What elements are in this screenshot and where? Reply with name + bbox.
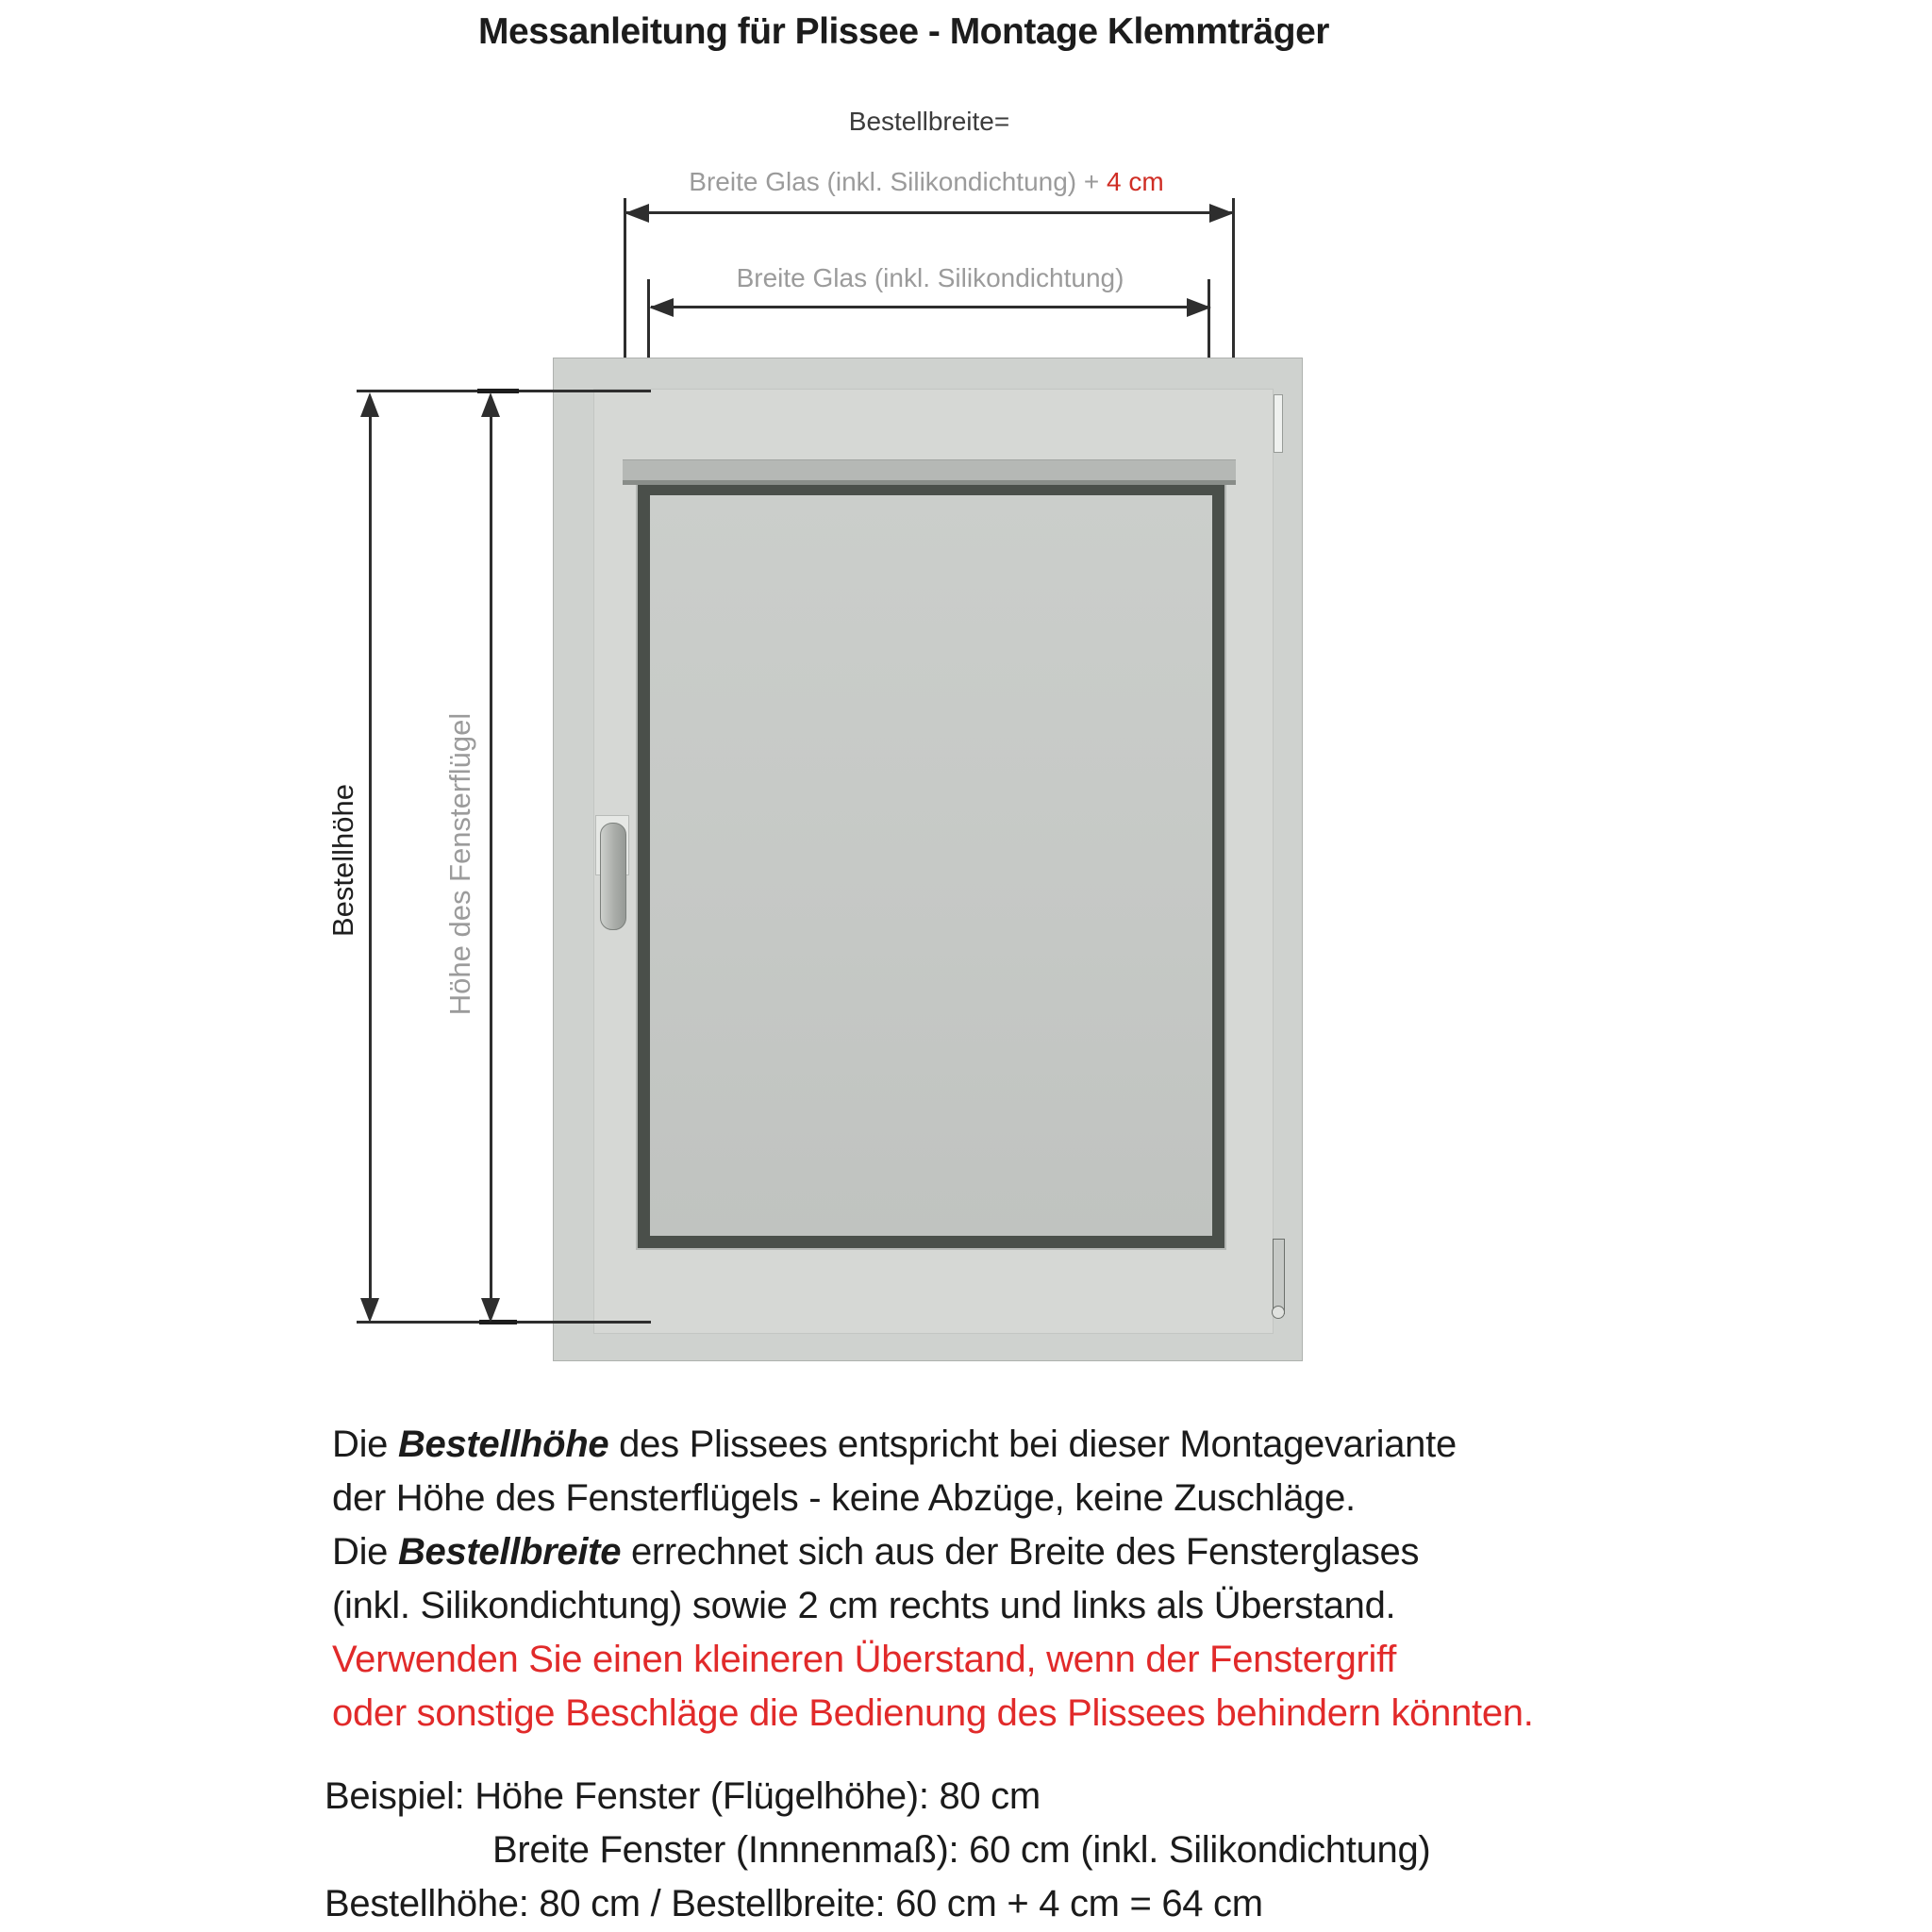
page-title: Messanleitung für Plissee - Montage Klemmträger bbox=[478, 11, 1329, 52]
width-outer-label bbox=[0, 167, 1853, 197]
dim-wing-height-line bbox=[490, 413, 492, 1300]
plissee-top-rail bbox=[623, 459, 1236, 485]
description-paragraph bbox=[332, 1418, 1534, 1740]
description-line-3-bold: Bestellbreite bbox=[397, 1531, 622, 1573]
dim-order-height-line bbox=[369, 413, 372, 1300]
dim-width-outer-arrow-right bbox=[1209, 204, 1234, 223]
dim-wing-height-arrow-top bbox=[481, 392, 500, 417]
example-line-3: Bestellhöhe: 80 cm / Bestellbreite: 60 cm + 4 cm = 64 cm bbox=[325, 1883, 1263, 1924]
width-outer-label-extra: 4 cm bbox=[1107, 167, 1164, 196]
example-line-2: Breite Fenster (Innnenmaß): 60 cm (inkl. Silikondichtung) bbox=[492, 1829, 1431, 1871]
window-hinge-bottom bbox=[1273, 1239, 1285, 1314]
description-line-1 bbox=[332, 1418, 1534, 1472]
description-line-1-bold: Bestellhöhe bbox=[397, 1424, 609, 1465]
dim-wing-height-arrow-bottom bbox=[481, 1298, 500, 1323]
width-inner-label: Breite Glas (inkl. Silikondichtung) bbox=[736, 263, 1124, 292]
dim-order-height-arrow-bottom bbox=[360, 1298, 379, 1323]
wing-height-label: Höhe des Fensterflügel bbox=[443, 712, 476, 1016]
example-block bbox=[325, 1770, 1430, 1931]
description-line-1-pre: Die bbox=[332, 1424, 398, 1465]
window-hinge-top bbox=[1274, 394, 1283, 453]
window-hinge-bottom-cap bbox=[1272, 1306, 1285, 1319]
dim-width-outer-line bbox=[626, 211, 1232, 214]
description-line-3-pre: Die bbox=[332, 1531, 398, 1573]
description-line-3 bbox=[332, 1525, 1534, 1579]
description-line-2: der Höhe des Fensterflügels - keine Abzüge, keine Zuschläge. bbox=[332, 1477, 1356, 1519]
dim-order-height-arrow-top bbox=[360, 392, 379, 417]
description-line-3-post: errechnet sich aus der Breite des Fensterglases bbox=[621, 1531, 1420, 1573]
warning-line-2: oder sonstige Beschläge die Bedienung des Plissees behindern könnten. bbox=[332, 1692, 1534, 1734]
order-height-label: Bestellhöhe bbox=[326, 783, 359, 938]
dim-width-inner-line bbox=[651, 306, 1209, 308]
window-glass bbox=[638, 483, 1224, 1248]
dim-width-outer-arrow-left bbox=[625, 204, 649, 223]
dim-width-inner-arrow-left bbox=[649, 298, 674, 317]
example-line-1: Beispiel: Höhe Fenster (Flügelhöhe): 80 cm bbox=[325, 1775, 1041, 1817]
order-width-label: Bestellbreite= bbox=[848, 107, 1010, 136]
description-line-4: (inkl. Silikondichtung) sowie 2 cm rechts und links als Überstand. bbox=[332, 1585, 1396, 1626]
warning-line-1: Verwenden Sie einen kleineren Überstand, wenn der Fenstergriff bbox=[332, 1639, 1397, 1680]
window-handle bbox=[600, 823, 626, 930]
description-line-1-post: des Plissees entspricht bei dieser Montagevariante bbox=[608, 1424, 1457, 1465]
width-outer-label-text: Breite Glas (inkl. Silikondichtung) + bbox=[689, 167, 1108, 196]
